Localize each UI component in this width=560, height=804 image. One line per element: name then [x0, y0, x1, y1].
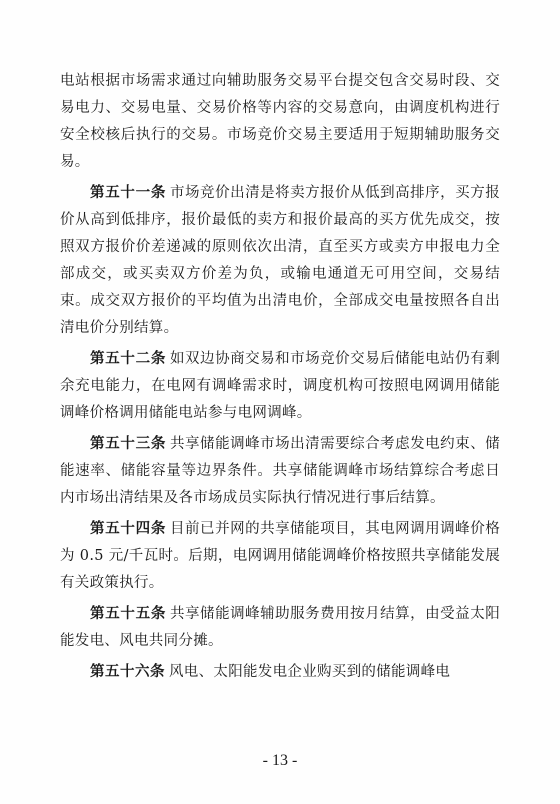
- paragraph: [60, 601, 500, 655]
- paragraph-text: 目前已并网的共享储能项目，其电网调用调峰价格为 0.5 元/千瓦时。后期，电网调用储能调峰价格按照共享储能发展有关政策执行。: [60, 521, 500, 591]
- article-number: 第五十二条: [90, 351, 167, 367]
- article-number: 第五十六条: [90, 664, 165, 680]
- paragraph: [60, 180, 500, 342]
- page-number: - 13 -: [262, 752, 298, 769]
- paragraph: [60, 659, 500, 686]
- paragraph: [60, 68, 500, 176]
- paragraph-text: 市场竞价出清是将卖方报价从低到高排序，买方报价从高到低排序，报价最低的卖方和报价最高的买方优先成交，按照双方报价价差递减的原则依次出清，直至买方或卖方申报电力全部成交，或买卖双方价差为负，或输电通道无可用空间，交易结束。成交双方报价的平均值为出清电价，全部成交电量按照各自出清电价分别结算。: [60, 185, 500, 336]
- paragraph-text: 共享储能调峰辅助服务费用按月结算，由受益太阳能发电、风电共同分摊。: [60, 606, 500, 649]
- paragraph-text: 风电、太阳能发电企业购买到的储能调峰电: [169, 664, 451, 680]
- article-number: 第五十五条: [90, 606, 167, 622]
- paragraph: [60, 516, 500, 597]
- article-number: 第五十四条: [90, 521, 167, 537]
- paragraph: [60, 431, 500, 512]
- document-body: [60, 68, 500, 690]
- paragraph-text: 共享储能调峰市场出清需要综合考虑发电约束、储能速率、储能容量等边界条件。共享储能调峰市场结算综合考虑日内市场出清结果及各市场成员实际执行情况进行事后结算。: [60, 436, 500, 506]
- article-number: 第五十三条: [90, 436, 167, 452]
- paragraph-text: 电站根据市场需求通过向辅助服务交易平台提交包含交易时段、交易电力、交易电量、交易价格等内容的交易意向，由调度机构进行安全校核后执行的交易。市场竞价交易主要适用于短期辅助服务交易。: [60, 73, 500, 170]
- paragraph: [60, 346, 500, 427]
- article-number: 第五十一条: [90, 185, 167, 201]
- paragraph-text: 如双边协商交易和市场竞价交易后储能电站仍有剩余充电能力，在电网有调峰需求时，调度机构可按照电网调用储能调峰价格调用储能电站参与电网调峰。: [60, 351, 500, 421]
